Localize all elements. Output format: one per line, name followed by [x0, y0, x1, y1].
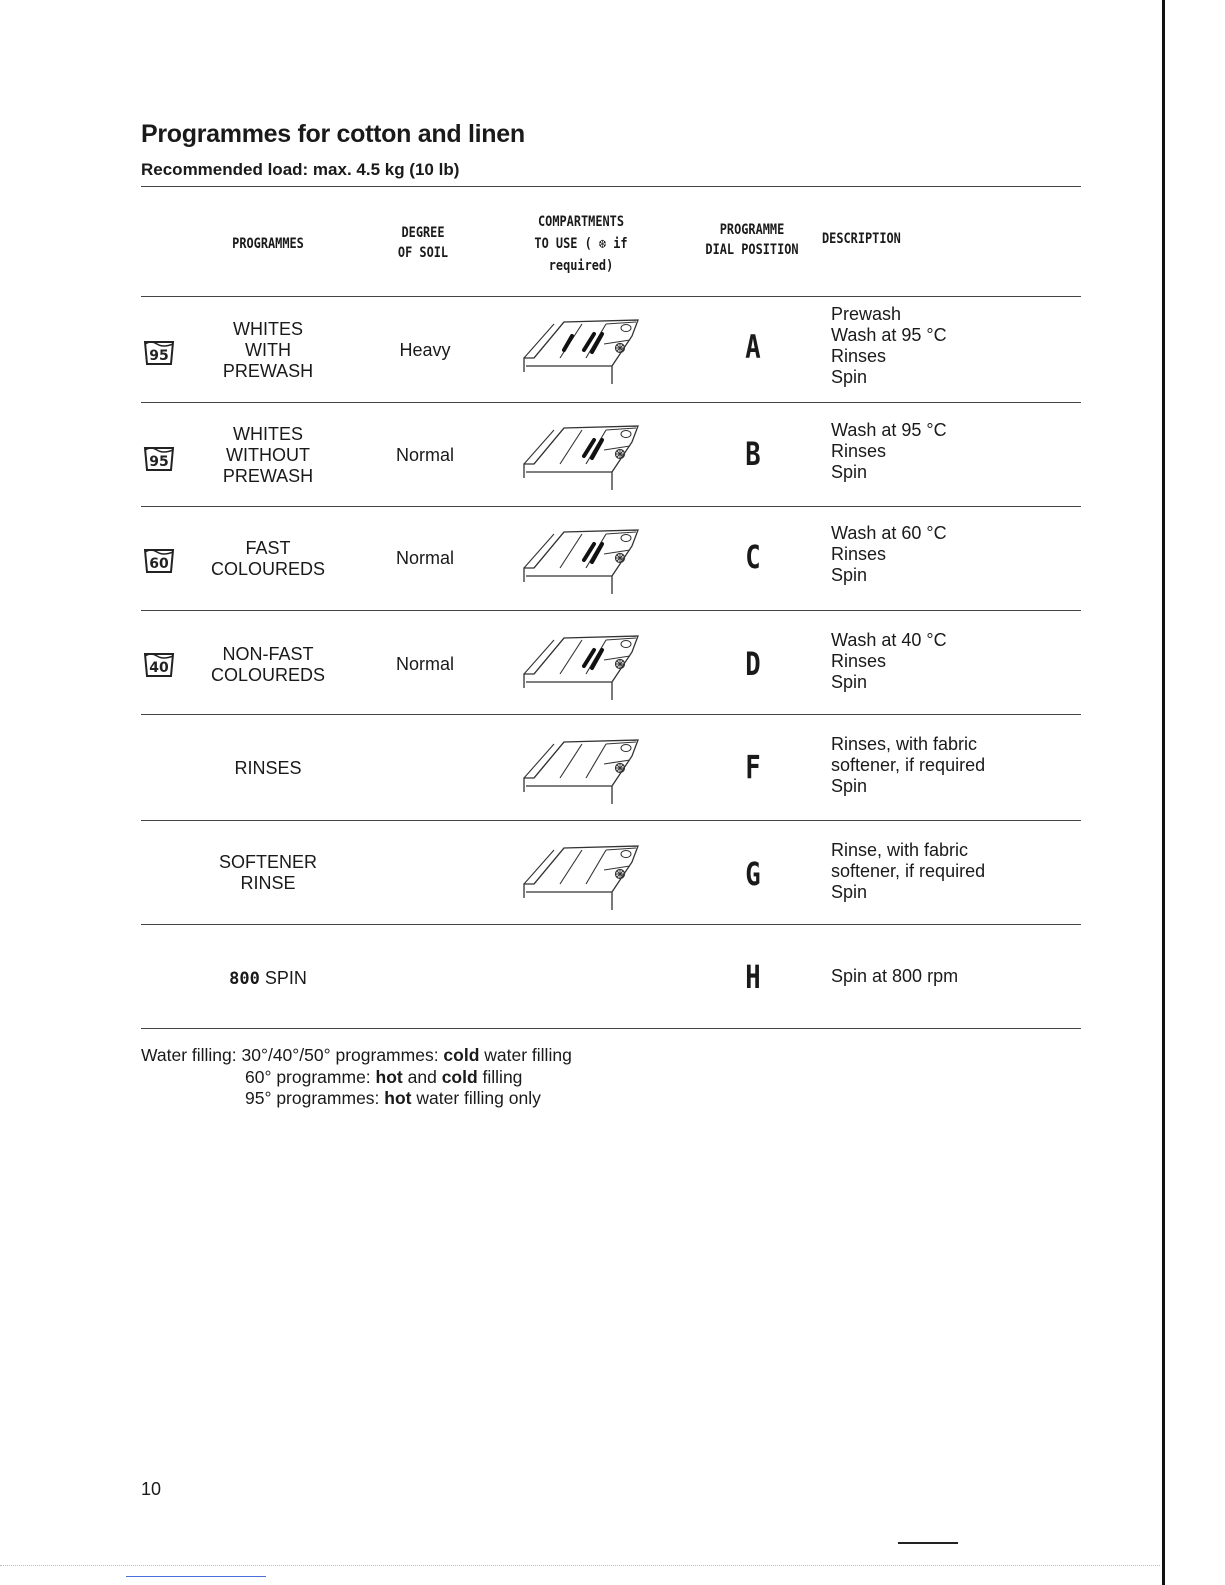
header-compartments: COMPARTMENTS TO USE ( ❆ if required) — [534, 214, 628, 274]
divider — [141, 1028, 1081, 1029]
dial-position: C — [745, 538, 761, 576]
programme-name: RINSES — [234, 758, 302, 778]
table-row — [0, 296, 1160, 400]
programme-description: Wash at 60 °C Rinses Spin — [831, 523, 947, 585]
dial-position: D — [745, 645, 761, 683]
care-temperature: 95 — [149, 348, 169, 364]
programme-description: Rinse, with fabric softener, if required Spin — [831, 840, 986, 902]
dial-position: B — [745, 435, 761, 473]
header-degree-of-soil: DEGREE OF SOIL — [397, 225, 449, 261]
programme-name: NON-FAST COLOUREDS — [210, 644, 326, 685]
table-row — [0, 820, 1160, 924]
detergent-drawer-icon — [520, 734, 645, 806]
wash-care-tub-icon — [143, 546, 175, 574]
table-row — [0, 402, 1160, 506]
programme-description: Rinses, with fabric softener, if required Spin — [831, 734, 986, 796]
detergent-drawer-icon — [520, 524, 645, 596]
footer-dash — [898, 1542, 958, 1544]
table-row — [0, 924, 1160, 1028]
table-row — [0, 714, 1160, 818]
divider — [141, 186, 1081, 187]
detergent-drawer-icon — [520, 420, 645, 492]
programme-description: Spin at 800 rpm — [831, 966, 959, 986]
programme-description: Prewash Wash at 95 °C Rinses Spin — [831, 304, 947, 387]
header-dial-position: PROGRAMME DIAL POSITION — [705, 222, 799, 258]
degree-of-soil: Normal — [395, 548, 454, 568]
footer-dotted-rule — [0, 1565, 1160, 1566]
detergent-drawer-icon — [520, 630, 645, 702]
water-filling-notes: Water filling: 30°/40°/50° programmes: cold water filling 60° programme: hot and cold filling 95° programmes: hot water filling only — [141, 1045, 572, 1108]
programme-description: Wash at 95 °C Rinses Spin — [831, 420, 947, 482]
detergent-drawer-icon — [520, 314, 645, 386]
wash-care-tub-icon — [143, 650, 175, 678]
footer-link-underline — [126, 1576, 266, 1577]
dial-position: F — [745, 748, 761, 786]
degree-of-soil: Normal — [395, 445, 454, 465]
programme-name: FAST COLOUREDS — [210, 538, 326, 579]
detergent-drawer-icon — [520, 840, 645, 912]
programme-description: Wash at 40 °C Rinses Spin — [831, 630, 947, 692]
programme-name: SOFTENER RINSE — [218, 852, 317, 893]
dial-position: A — [745, 328, 761, 366]
dial-position: H — [745, 958, 761, 996]
page-edge-line — [1162, 0, 1165, 1585]
programme-name: WHITES WITH PREWASH — [222, 319, 314, 381]
page-title: Programmes for cotton and linen — [141, 120, 525, 148]
care-temperature: 60 — [149, 556, 169, 572]
care-temperature: 40 — [149, 660, 169, 676]
table-row — [0, 506, 1160, 610]
wash-care-tub-icon — [143, 338, 175, 366]
wash-care-tub-icon — [143, 444, 175, 472]
header-description: DESCRIPTION — [822, 231, 901, 247]
degree-of-soil: Normal — [395, 654, 454, 674]
programme-name: WHITES WITHOUT PREWASH — [222, 424, 314, 486]
page-number: 10 — [141, 1479, 162, 1499]
degree-of-soil: Heavy — [399, 340, 451, 360]
programme-name: 800 SPIN — [229, 968, 307, 989]
dial-position: G — [745, 855, 761, 893]
page-subtitle: Recommended load: max. 4.5 kg (10 lb) — [141, 160, 460, 179]
care-temperature: 95 — [149, 454, 169, 470]
table-row — [0, 610, 1160, 714]
header-programmes: PROGRAMMES — [232, 236, 304, 252]
